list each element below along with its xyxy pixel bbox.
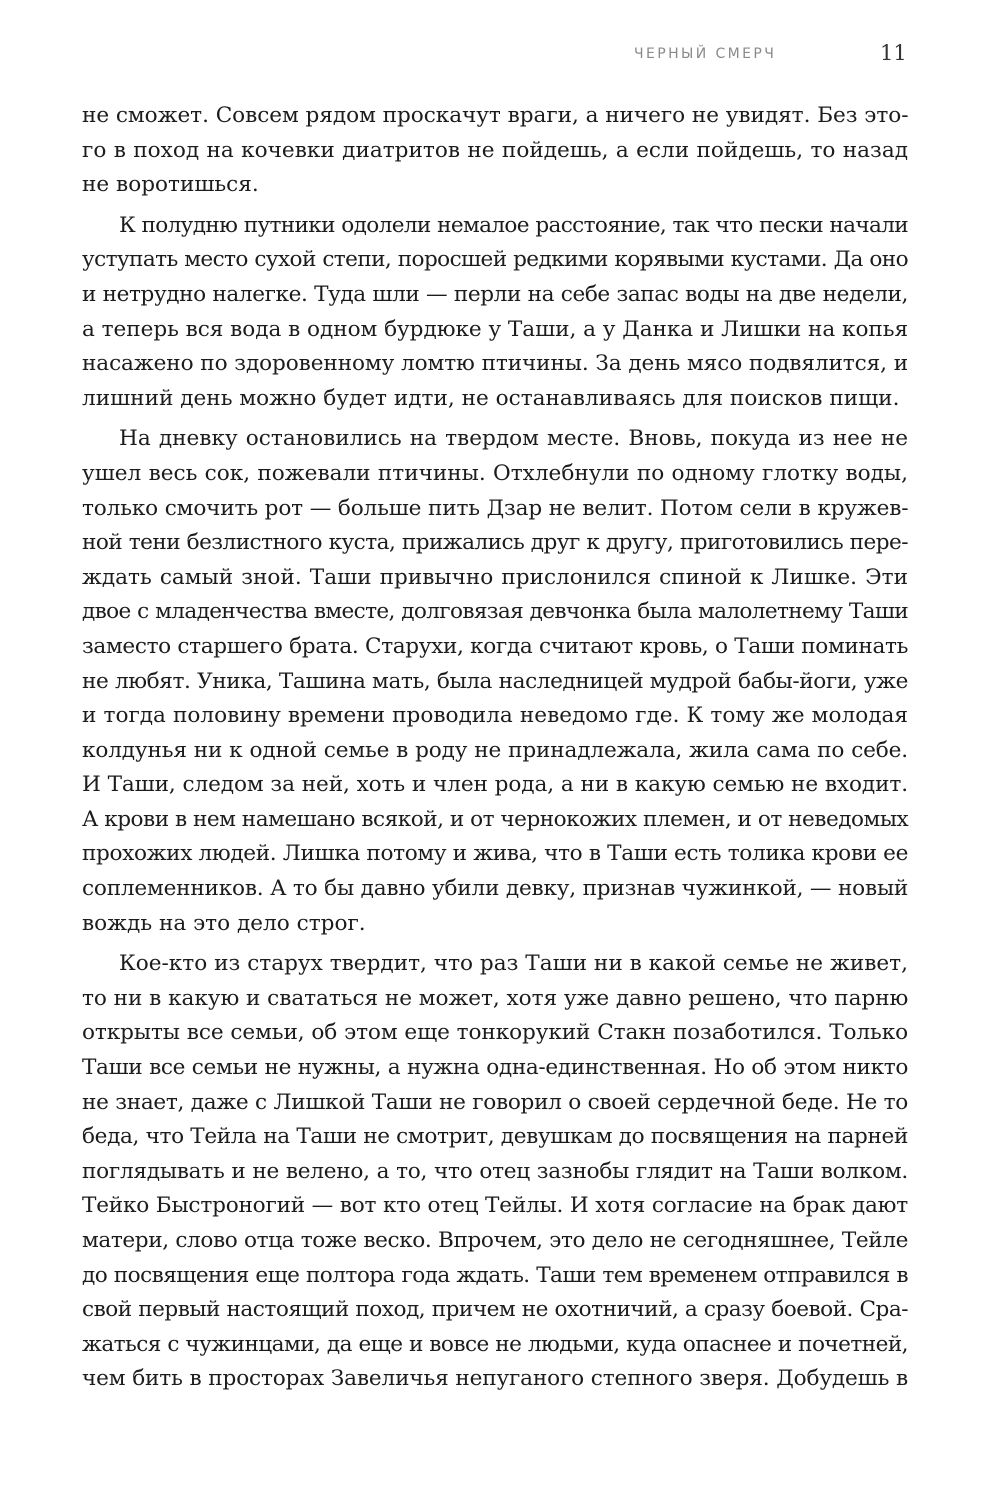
text-line: го в поход на кочевки диатритов не пойдешь, а если пойдешь, то назад: [82, 137, 908, 163]
text-line: И Таши, следом за ней, хоть и член рода, а ни в какую семью не входит.: [82, 772, 908, 798]
text-line: а теперь вся вода в одном бурдюке у Таши, а у Данка и Лишки на копья: [82, 316, 909, 342]
text-line: и тогда половину времени проводила неведомо где. К тому же молодая: [82, 703, 908, 729]
text-line: На дневку остановились на твердом месте. Вновь, покуда из нее не: [119, 426, 908, 452]
text-line: то ни в какую и свататься не может, хотя уже давно решено, что парню: [82, 985, 909, 1011]
text-line: поглядывать и не велено, а то, что отец зазнобы глядит на Таши волком.: [82, 1158, 908, 1184]
text-line: лишний день можно будет идти, не останавливаясь для поисков пищи.: [82, 385, 900, 411]
paragraph: [82, 947, 908, 1397]
text-line: заместо старшего брата. Старухи, когда считают кровь, о Таши поминать: [82, 633, 908, 659]
text-line: насажено по здоровенному ломтю птичины. За день мясо подвялится, и: [82, 351, 908, 377]
text-line: ушел весь сок, пожевали птичины. Отхлебнули по одному глотку воды,: [82, 460, 908, 486]
text-line: не любят. Уника, Ташина мать, была наследницей мудрой бабы-йоги, уже: [82, 668, 908, 694]
text-line: колдунья ни к одной семье в роду не принадлежала, жила сама по себе.: [82, 737, 908, 763]
text-line: прохожих людей. Лишка потому и жива, что в Таши есть толика крови ее: [82, 841, 909, 867]
text-line: А крови в нем намешано всякой, и от чернокожих племен, и от неведомых: [82, 806, 909, 832]
text-line: ной тени безлистного куста, прижались друг к другу, приготовились пере-: [82, 530, 908, 556]
running-title: ЧЕРНЫЙ СМЕРЧ: [634, 46, 777, 62]
text-line: и нетрудно налегке. Туда шли — перли на себе запас воды на две недели,: [82, 281, 908, 307]
body-text: [82, 99, 908, 1397]
page-number: 11: [880, 41, 907, 65]
paragraph: [82, 209, 908, 417]
text-line: только смочить рот — больше пить Дзар не велит. Потом сели в кружев-: [82, 495, 909, 521]
text-line: свой первый настоящий поход, причем не охотничий, а сразу боевой. Сра-: [82, 1297, 908, 1323]
text-line: матери, слово отца тоже веско. Впрочем, это дело не сегодняшнее, Тейле: [82, 1228, 908, 1253]
text-line: вождь на это дело строг.: [82, 910, 366, 936]
paragraph: [82, 422, 908, 941]
running-header: [0, 38, 1000, 68]
text-line: не сможет. Совсем рядом проскачут враги, а ничего не увидят. Без это-: [82, 103, 909, 128]
text-line: уступать место сухой степи, поросшей редкими корявыми кустами. Да оно: [82, 247, 908, 273]
text-line: Таши все семьи не нужны, а нужна одна-единственная. Но об этом никто: [82, 1055, 908, 1081]
text-line: соплеменников. А то бы давно убили девку, признав чужинкой, — новый: [82, 876, 909, 902]
text-line: Кое-кто из старух твердит, что раз Таши ни в какой семье не живет,: [119, 951, 908, 977]
text-line: двое с младенчества вместе, долговязая девчонка была малолетнему Таши: [82, 599, 908, 625]
text-line: не воротишься.: [82, 172, 259, 198]
text-line: открыты все семьи, об этом еще тонкорукий Стакн позаботился. Только: [82, 1020, 908, 1046]
text-line: К полудню путники одолели немалое расстояние, так что пески начали: [119, 212, 908, 238]
text-line: до посвящения еще полтора года ждать. Таши тем временем отправился в: [82, 1262, 908, 1288]
text-line: беда, что Тейла на Таши не смотрит, девушкам до посвящения на парней: [82, 1124, 908, 1150]
text-line: чем бить в просторах Завеличья непуганого степного зверя. Добудешь в: [82, 1366, 908, 1392]
text-line: не знает, даже с Лишкой Таши не говорил о своей сердечной беде. Не то: [82, 1089, 908, 1115]
text-line: ждать самый зной. Таши привычно прислонился спиной к Лишке. Эти: [82, 564, 908, 590]
text-line: Тейко Быстроногий — вот кто отец Тейлы. И хотя согласие на брак дают: [82, 1193, 908, 1219]
text-line: жаться с чужинцами, да еще и вовсе не людьми, куда опаснее и почетней,: [82, 1331, 908, 1357]
paragraph: [82, 99, 908, 203]
